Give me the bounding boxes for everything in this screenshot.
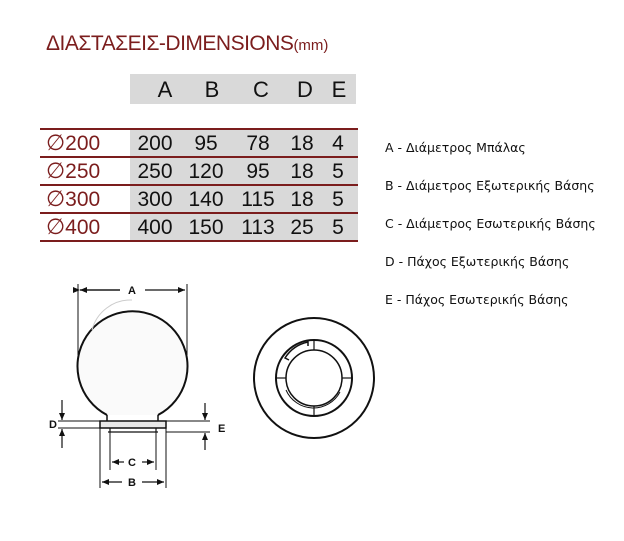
diameter-icon: ∅ <box>46 158 66 183</box>
col-header-b: B <box>204 77 220 102</box>
col-header-c: C <box>253 77 269 102</box>
cell-b: 120 <box>188 160 224 183</box>
col-header-a: A <box>157 77 173 102</box>
cell-a: 400 <box>137 216 173 239</box>
cell-b: 95 <box>194 132 218 155</box>
diameter-icon: ∅ <box>46 130 66 155</box>
cell-c: 113 <box>241 216 275 239</box>
cell-e: 5 <box>332 216 344 239</box>
cell-d: 18 <box>290 160 314 183</box>
dim-label-c: C <box>128 457 136 469</box>
cell-a: 300 <box>137 188 173 211</box>
dim-label-d: D <box>49 419 57 431</box>
dim-label-a: A <box>128 285 136 297</box>
cell-a: 250 <box>137 160 173 183</box>
row-label: ∅300 <box>46 186 101 211</box>
cell-a: 200 <box>137 132 173 155</box>
cell-d: 18 <box>290 132 314 155</box>
row-label: ∅400 <box>46 214 101 239</box>
dim-label-b: B <box>128 477 136 489</box>
cell-b: 150 <box>188 216 224 239</box>
diameter-icon: ∅ <box>46 186 66 211</box>
title-unit: (mm) <box>293 37 329 54</box>
cell-e: 5 <box>332 188 344 211</box>
cell-e: 4 <box>332 132 344 155</box>
legend-a: A - Διάμετρος Μπάλας <box>385 140 526 155</box>
cell-c: 78 <box>246 132 270 155</box>
cell-e: 5 <box>332 160 344 183</box>
legend-d: D - Πάχος Εξωτερικής Βάσης <box>385 254 570 269</box>
legend-b: B - Διάμετρος Εξωτερικής Βάσης <box>385 178 595 193</box>
cell-b: 140 <box>188 188 224 211</box>
legend-c: C - Διάμετρος Εσωτερικής Βάσης <box>385 216 596 231</box>
title-main: ΔΙΑΣΤΑΣΕΙΣ-DIMENSIONS <box>46 32 294 55</box>
cell-d: 18 <box>290 188 314 211</box>
diameter-icon: ∅ <box>46 214 66 239</box>
col-header-d: D <box>297 77 313 102</box>
row-label: ∅200 <box>46 130 101 155</box>
cell-d: 25 <box>290 216 314 239</box>
row-label: ∅250 <box>46 158 101 183</box>
col-header-e: E <box>331 77 347 102</box>
legend-e: E - Πάχος Εσωτερικής Βάσης <box>385 292 569 307</box>
cell-c: 115 <box>241 188 275 211</box>
base-top-view <box>254 318 374 438</box>
cell-c: 95 <box>246 160 270 183</box>
dim-label-e: E <box>218 423 226 435</box>
